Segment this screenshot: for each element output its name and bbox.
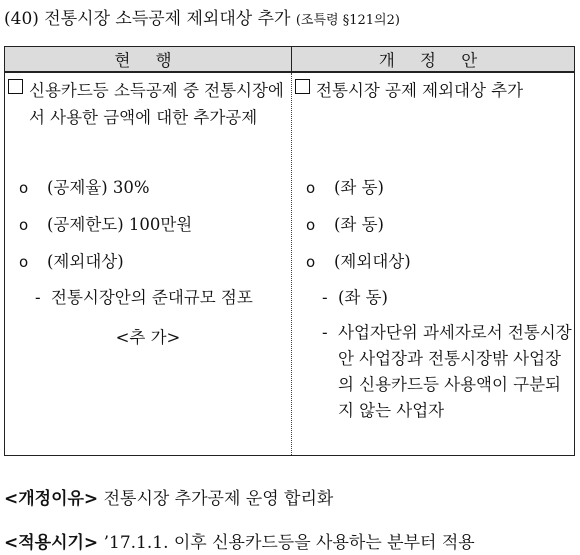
list-item xyxy=(292,215,574,235)
header-revised: 개 정 안 xyxy=(292,47,575,73)
circle-bullet-icon: o xyxy=(19,253,29,271)
revised-item-rate: (좌 동) xyxy=(334,178,384,197)
revised-heading: 전통시장 공제 제외대상 추가 xyxy=(316,81,524,100)
list-item xyxy=(5,215,291,235)
circle-bullet-icon: o xyxy=(19,179,29,197)
header-current: 현 행 xyxy=(5,47,292,73)
list-item xyxy=(292,178,574,198)
table-body-row xyxy=(5,72,575,456)
list-item xyxy=(292,252,574,272)
checkbox-square-icon xyxy=(8,79,23,94)
revision-reason xyxy=(4,484,333,509)
current-heading-block xyxy=(5,73,291,161)
dash-bullet: - xyxy=(322,288,328,307)
comparison-table xyxy=(4,46,575,456)
section-title-main: (40) 전통시장 소득공제 제외대상 추가 xyxy=(4,9,291,29)
circle-bullet-icon: o xyxy=(19,216,29,234)
section-title xyxy=(4,4,400,29)
checkbox-square-icon xyxy=(295,79,310,94)
reason-label: <개정이유> xyxy=(4,489,99,509)
effective-date xyxy=(4,528,475,553)
list-item xyxy=(5,178,291,198)
revised-sub-item-2: 사업자단위 과세자로서 전통시장안 사업장과 전통시장밖 사업장의 신용카드등 사용액이 구분되지 않는 사업자 xyxy=(338,323,572,420)
list-item xyxy=(5,252,291,272)
table-header-row xyxy=(5,47,575,73)
list-item xyxy=(5,286,291,310)
effective-text: ’17.1.1. 이후 신용카드등을 사용하는 분부터 적용 xyxy=(103,533,475,553)
current-column xyxy=(5,72,292,456)
revised-item-limit: (좌 동) xyxy=(334,215,384,234)
list-item xyxy=(292,320,574,424)
circle-bullet-icon: o xyxy=(306,253,316,271)
current-item-exclusion: (제외대상) xyxy=(47,252,124,271)
current-sub-item: 전통시장안의 준대규모 점포 xyxy=(51,288,253,307)
revised-column xyxy=(292,72,575,456)
dash-bullet: - xyxy=(322,323,328,342)
section-title-reference: (조특령 §121의2) xyxy=(295,13,400,28)
current-item-rate: (공제율) 30% xyxy=(47,178,150,197)
reason-text: 전통시장 추가공제 운영 합리화 xyxy=(103,489,334,509)
dash-bullet: - xyxy=(35,288,41,307)
circle-bullet-icon: o xyxy=(306,179,316,197)
revised-item-exclusion: (제외대상) xyxy=(334,252,411,271)
current-item-limit: (공제한도) 100만원 xyxy=(47,215,193,234)
current-heading: 신용카드등 소득공제 중 전통시장에서 사용한 금액에 대한 추가공제 xyxy=(29,81,284,127)
list-item xyxy=(292,286,574,310)
revised-heading-block xyxy=(292,73,574,161)
revised-sub-item-1: (좌 동) xyxy=(338,288,388,307)
current-addition-note: <추 가> xyxy=(115,328,181,347)
circle-bullet-icon: o xyxy=(306,216,316,234)
effective-label: <적용시기> xyxy=(4,533,99,553)
